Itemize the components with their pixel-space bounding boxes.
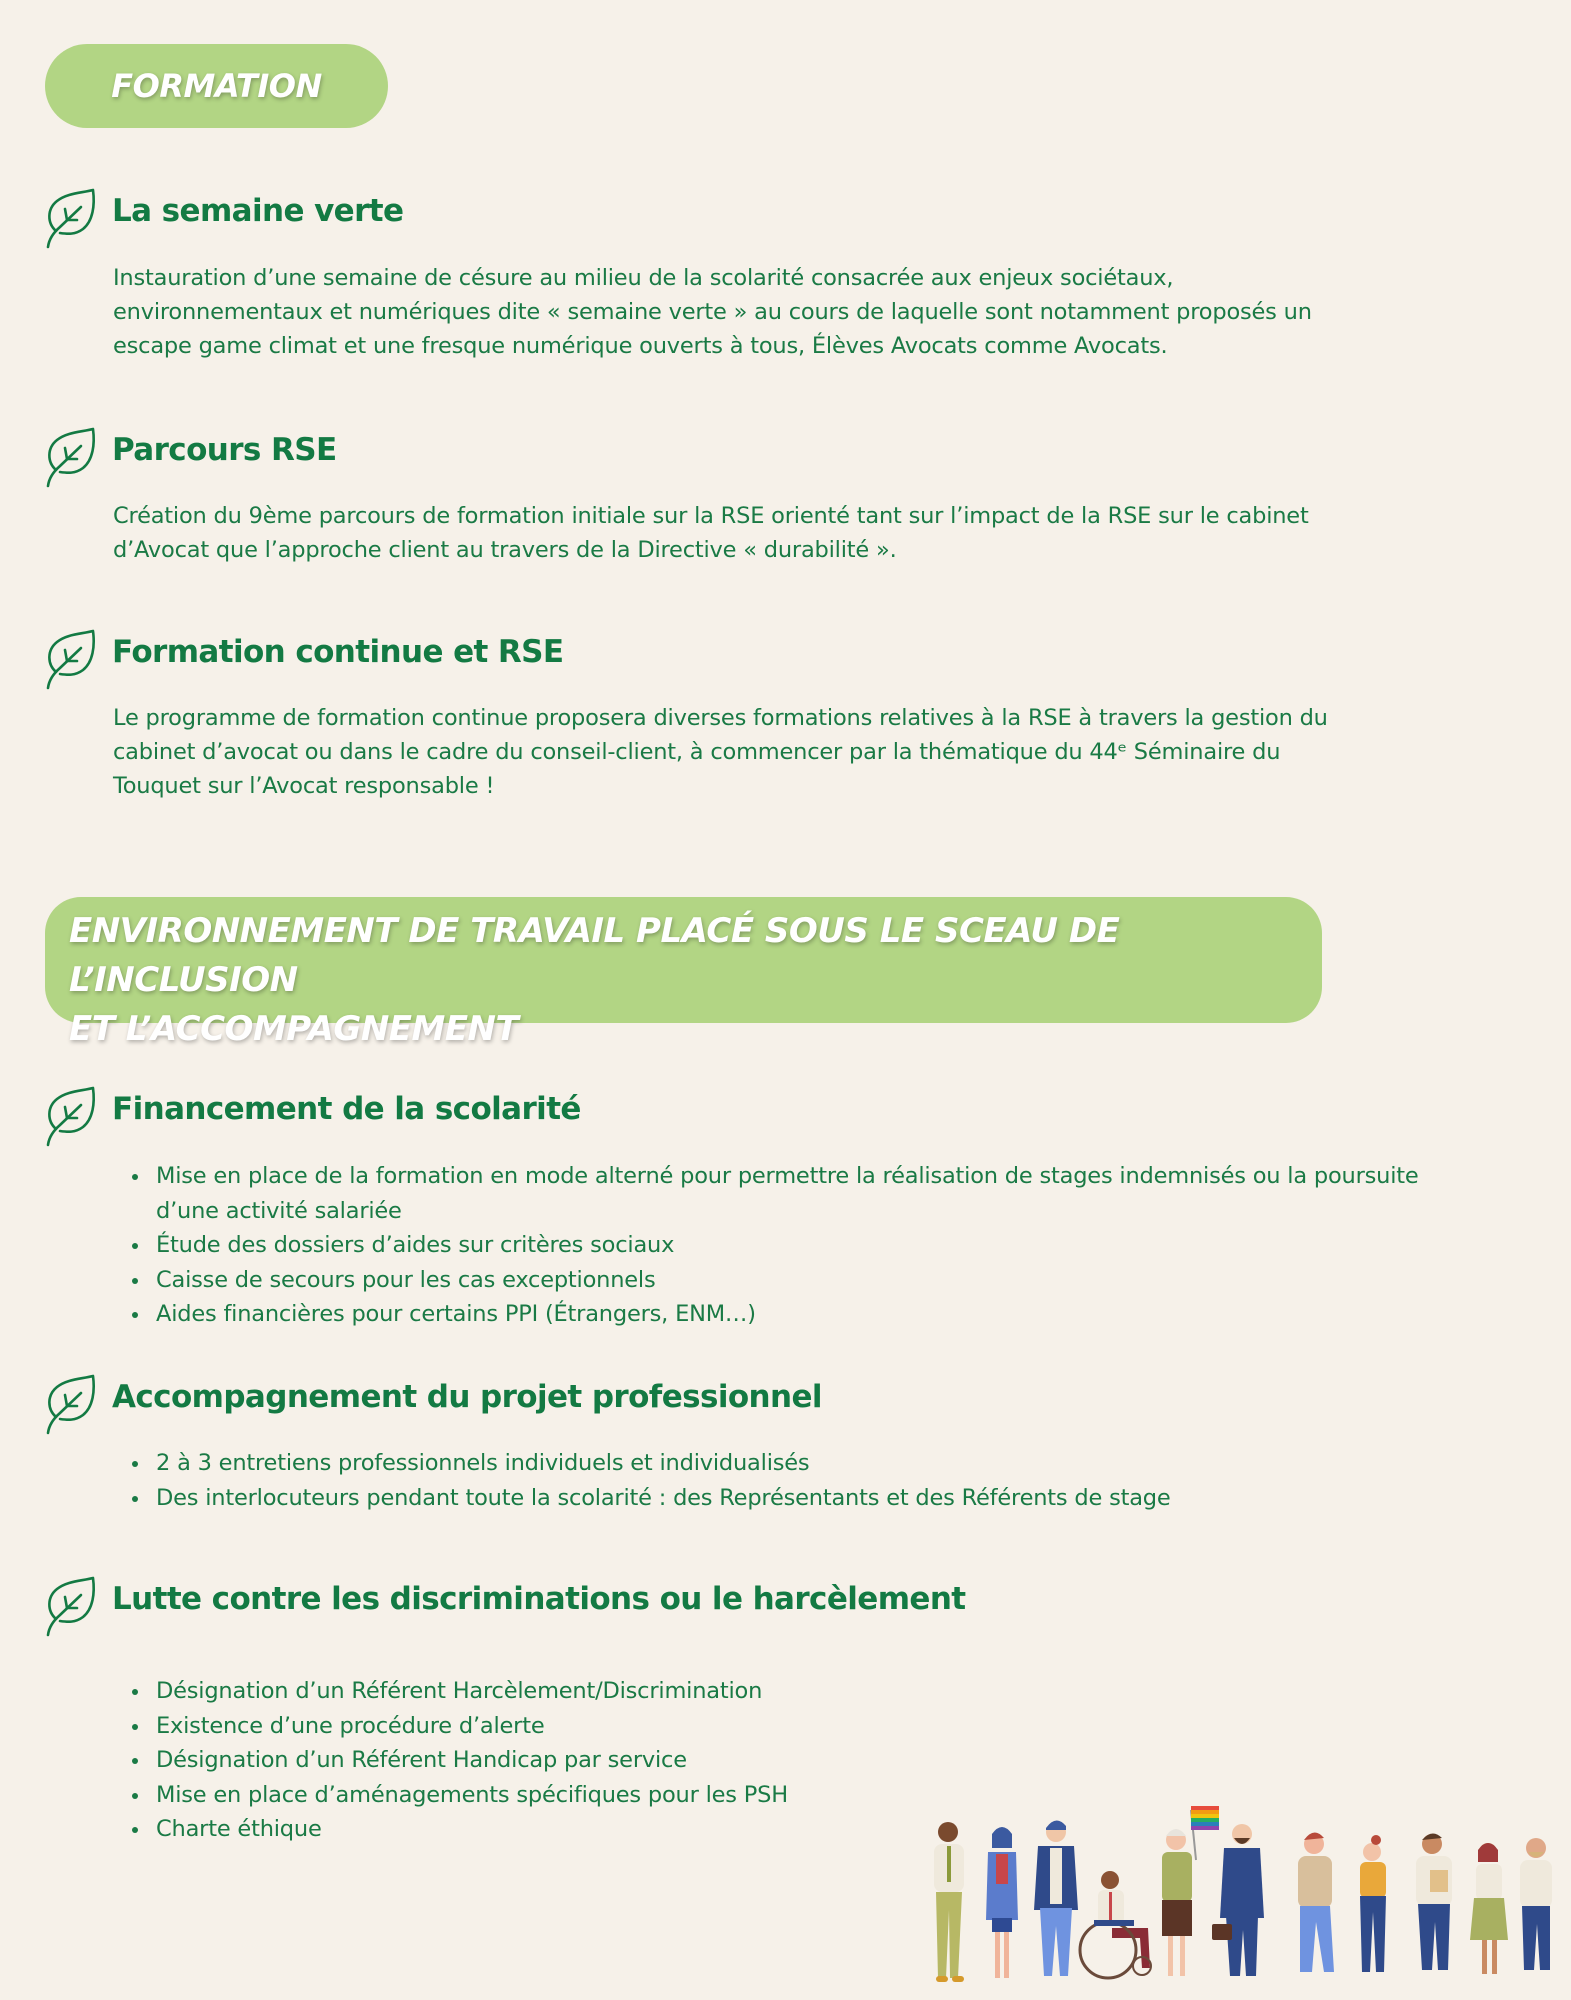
banner-title: FORMATION [111, 67, 322, 105]
list-item: Des interlocuteurs pendant toute la scolarité : des Représentants et des Référents de stage [113, 1481, 1493, 1516]
paragraph-line: cabinet d’avocat ou dans le cadre du conseil-client, à commencer par la thématique du 44ᵉ Séminaire du [113, 739, 1281, 765]
banner-title-line: ET L’ACCOMPAGNEMENT [69, 1009, 519, 1049]
paragraph-line: Instauration d’une semaine de césure au milieu de la scolarité consacrée aux enjeux sociétaux, [113, 265, 1174, 291]
section-paragraph [113, 701, 1513, 803]
section-title: Lutte contre les discriminations ou le harcèlement [112, 1581, 966, 1617]
section-paragraph [113, 261, 1513, 363]
paragraph-line: Création du 9ème parcours de formation initiale sur la RSE orienté tant sur l’impact de la RSE sur le cabinet [113, 503, 1309, 529]
list-item: Charte éthique [113, 1812, 1493, 1847]
paragraph-line: Touquet sur l’Avocat responsable ! [113, 773, 495, 799]
person-figure [1360, 1835, 1386, 1972]
list-item: Désignation d’un Référent Handicap par service [113, 1743, 1493, 1778]
section-title: Accompagnement du projet professionnel [112, 1379, 822, 1415]
list-item: Caisse de secours pour les cas exceptionnels [113, 1263, 1483, 1298]
rainbow-flag-icon [1191, 1806, 1219, 1830]
section-banner-formation [45, 44, 388, 128]
paragraph-line: escape game climat et une fresque numérique ouverts à tous, Élèves Avocats comme Avocats. [113, 333, 1168, 359]
person-figure [1416, 1833, 1452, 1970]
banner-title-line: ENVIRONNEMENT DE TRAVAIL PLACÉ SOUS LE SCEAU DE L’INCLUSION [69, 911, 1120, 1000]
list-item: Mise en place de la formation en mode alterné pour permettre la réalisation de stages indemnisés ou la poursuite d’une activité salariée [113, 1159, 1483, 1228]
diverse-people-illustration [898, 1800, 1558, 1990]
bullet-list [113, 1446, 1493, 1515]
section-title: La semaine verte [112, 193, 404, 229]
leaf-icon [43, 426, 97, 488]
person-in-wheelchair [1080, 1871, 1151, 1978]
person-figure [1162, 1806, 1219, 1976]
section-title: Formation continue et RSE [112, 634, 564, 670]
leaf-icon [43, 1373, 97, 1435]
list-item: Étude des dossiers d’aides sur critères sociaux [113, 1228, 1483, 1263]
person-figure [986, 1827, 1018, 1978]
paragraph-line: d’Avocat que l’approche client au travers de la Directive « durabilité ». [113, 537, 897, 563]
person-figure [1470, 1843, 1508, 1974]
section-title: Financement de la scolarité [112, 1091, 581, 1127]
person-figure [1034, 1820, 1078, 1976]
leaf-icon [43, 1085, 97, 1147]
list-item: 2 à 3 entretiens professionnels individuels et individualisés [113, 1446, 1493, 1481]
section-paragraph [113, 499, 1513, 567]
list-item: Existence d’une procédure d’alerte [113, 1709, 1493, 1744]
person-figure [934, 1822, 964, 1982]
leaf-icon [43, 628, 97, 690]
paragraph-line: Le programme de formation continue proposera diverses formations relatives à la RSE à travers la gestion du [113, 705, 1328, 731]
bullet-list [113, 1159, 1483, 1332]
leaf-icon [43, 187, 97, 249]
paragraph-line: environnementaux et numériques dite « semaine verte » au cours de laquelle sont notamment proposés un [113, 299, 1312, 325]
section-banner-environnement [45, 897, 1322, 1049]
leaf-icon [43, 1575, 97, 1637]
person-figure [1298, 1832, 1334, 1972]
list-item: Désignation d’un Référent Harcèlement/Discrimination [113, 1674, 1493, 1709]
person-figure [1520, 1838, 1552, 1970]
section-title: Parcours RSE [112, 432, 337, 468]
list-item: Aides financières pour certains PPI (Étrangers, ENM…) [113, 1297, 1483, 1332]
briefcase-icon [1212, 1924, 1232, 1940]
person-figure [1212, 1824, 1264, 1976]
list-item: Mise en place d’aménagements spécifiques pour les PSH [113, 1778, 1493, 1813]
